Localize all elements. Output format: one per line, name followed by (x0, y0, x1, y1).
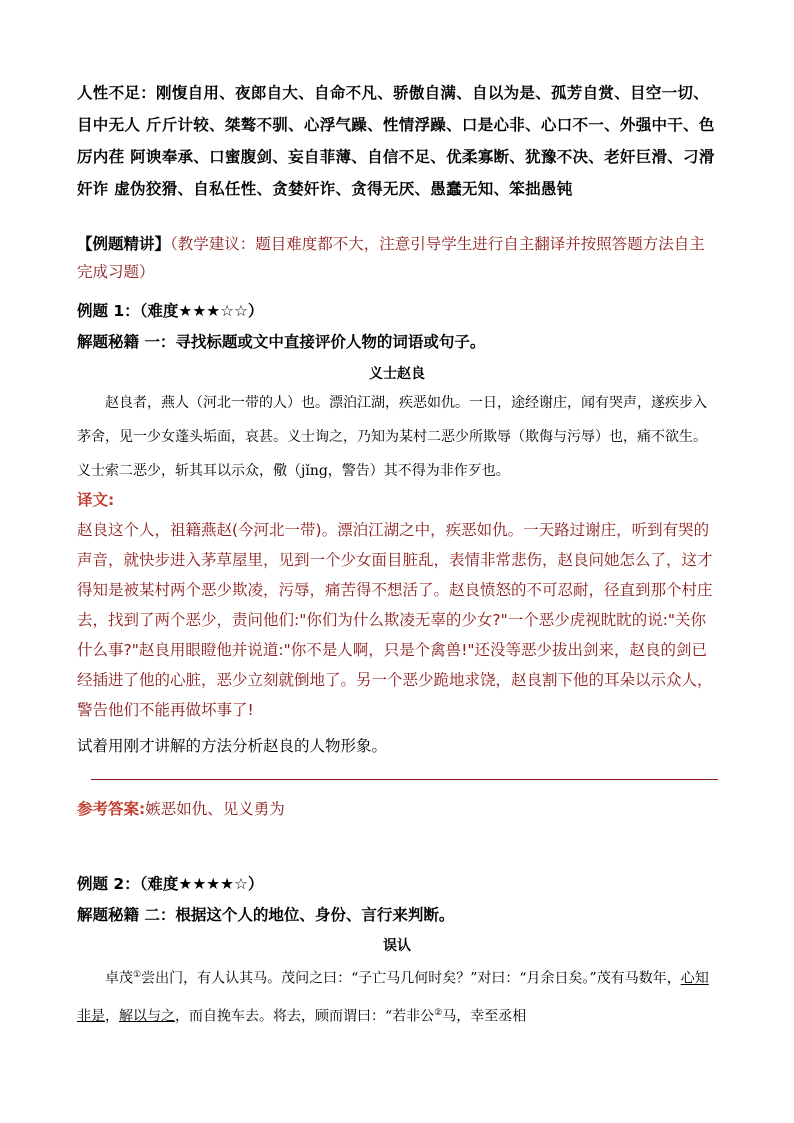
example2-passage-title: 误认 (383, 938, 411, 954)
teaching-note: （教学建议：题目难度都不大，注意引导学生进行自主翻译并按照答题方法自主完成习题） (77, 235, 705, 281)
traits-label: 人性不足： (77, 84, 157, 102)
passage-fragment: ， (105, 1008, 119, 1025)
translation-text: 赵良这个人，祖籍燕赵(今河北一带)。漂泊江湖之中，疾恶如仇。一天路过谢庄，听到有哭的声音，就快步进入茅草屋里，见到一个少女面目脏乱，表情非常悲伤，赵良问她怎么了，这才得知是被某村两个恶少欺凌，污辱，痛苦得不想活了。赵良愤怒的不可忍耐，径直到那个村庄去，找到了两个恶少，责问他们:"你们为什么欺凌无辜的少女?"一个恶少虎视眈眈的说:"关你什么事?"赵良用眼瞪他并说道:"你不是人啊，只是个禽兽!"还没等恶少拔出剑来，赵良的剑已经插进了他的心脏，恶少立刻就倒地了。另一个恶少跪地求饶，赵良割下他的耳朵以示众人，警告他们不能再做坏事了! (77, 521, 713, 719)
underlined-phrase: 解以与之 (119, 1008, 175, 1025)
answer-block (77, 797, 717, 819)
section-heading: 【例题精讲】 (77, 235, 171, 253)
section-intro (77, 230, 717, 286)
passage-fragment: ，而自挽车去。将去，顾而谓曰：“若非公 (175, 1008, 435, 1025)
example2-tip: 解题秘籍 二：根据这个人的地位、身份、言行来判断。 (77, 906, 455, 924)
example1-title: 例题 1：（难度★★★☆☆） (77, 302, 264, 320)
passage-fragment: 尝出门，有人认其马。茂问之曰：“子亡马几何时矣？”对曰：“月余日矣。”茂有马数年， (141, 970, 681, 987)
passage-fragment: 卓茂 (105, 970, 133, 987)
example2-passage-text (77, 958, 717, 1033)
example2-passage (77, 958, 717, 1033)
example1-question: 试着用刚才讲解的方法分析赵良的人物形象。 (77, 737, 388, 755)
example2-title: 例题 2：（难度★★★★☆） (77, 875, 264, 893)
underlined-phrase: 心知非是 (77, 970, 709, 1025)
traits-paragraph (77, 77, 717, 205)
example1-tip: 解题秘籍 一：寻找标题或文中直接评价人物的词语或句子。 (77, 333, 486, 351)
answer-text: 嫉恶如仇、见义勇为 (145, 800, 285, 818)
translation-label: 译文: (77, 491, 115, 509)
traits-text: 刚愎自用、夜郎自大、自命不凡、骄傲自满、自以为是、孤芳自赏、目空一切、目中无人 斤斤计较、桀骜不驯、心浮气躁、性情浮躁、口是心非、心口不一、外强中干、色厉内荏 阿谀奉承、口蜜腹剑、妄自菲薄、自信不足、优柔寡断、犹豫不决、老奸巨滑、刁滑奸诈 虚伪狡猾、自私任性、贪婪奸诈、贪得无厌、愚蠢无知、笨拙愚钝 (77, 84, 715, 198)
passage-fragment: 马，幸至丞相 (442, 1008, 527, 1025)
answer-label: 参考答案: (77, 800, 146, 818)
example1-passage (77, 386, 717, 488)
divider-line (91, 779, 718, 780)
footnote-mark: ① (133, 970, 142, 980)
example1-passage-title: 义士赵良 (369, 366, 425, 382)
example1-passage-text: 赵良者，燕人（河北一带的人）也。漂泊江湖，疾恶如仇。一日，途经谢庄，闻有哭声，遂疾步入茅舍，见一少女蓬头垢面，哀甚。义士询之，乃知为某村二恶少所欺辱（欺侮与污辱）也，痛不欲生。义士索二恶少，斩其耳以示众，儆（jǐng，警告）其不得为非作歹也。 (77, 395, 707, 479)
footnote-mark: ② (434, 1007, 443, 1018)
